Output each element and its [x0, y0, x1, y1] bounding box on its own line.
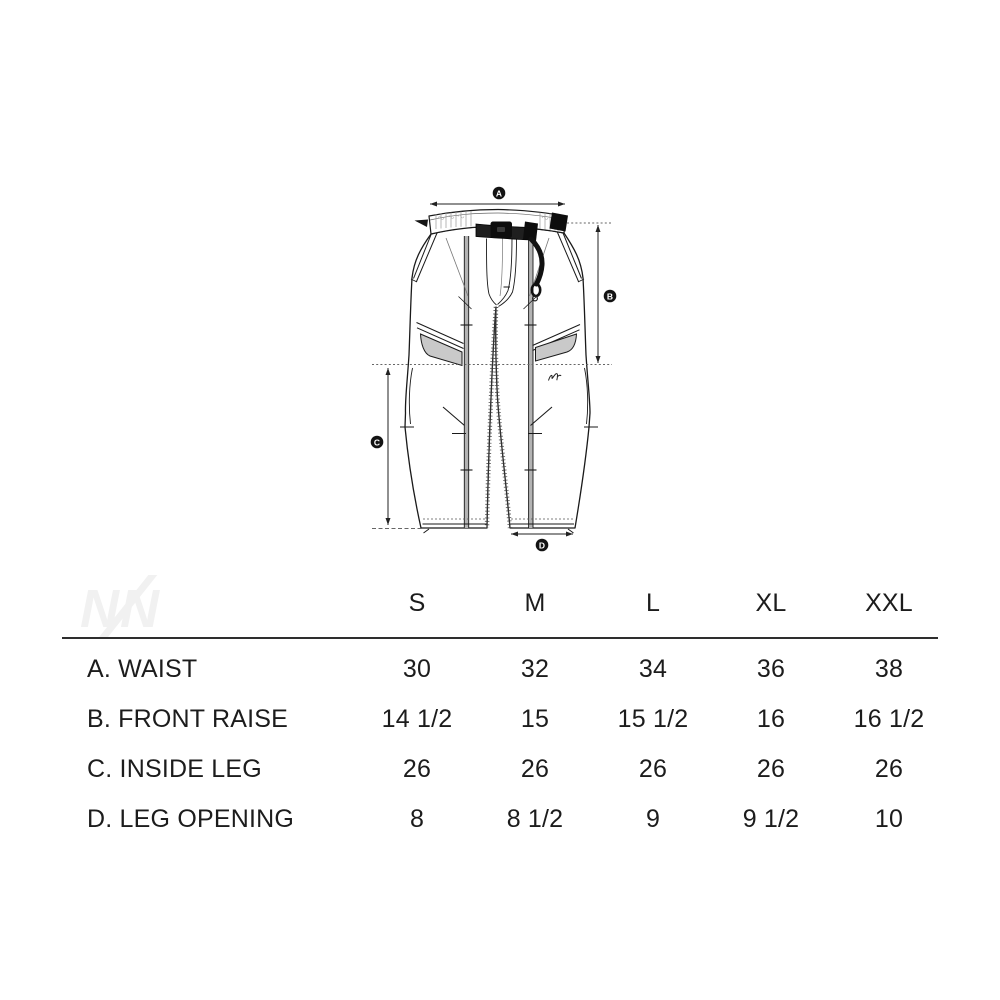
marker-c-letter: C	[373, 437, 381, 448]
size-column-header-m: M	[524, 588, 546, 617]
brand-logo-letter-2: N	[120, 579, 160, 637]
table-row-front-raise	[62, 694, 948, 744]
table-row-inside-leg	[62, 744, 948, 794]
size-column-header-s: S	[408, 588, 426, 617]
waist-value-s: 30	[402, 654, 432, 683]
row-label: B. FRONT RAISE	[87, 704, 288, 733]
waist-value-xl: 36	[756, 654, 786, 683]
inside-leg-value-xl: 26	[756, 754, 786, 783]
row-label: A. WAIST	[87, 654, 198, 683]
size-column-header-xl: XL	[755, 588, 787, 617]
row-label: D. LEG OPENING	[87, 804, 295, 833]
table-row-leg-opening	[62, 794, 948, 844]
size-header-row	[62, 575, 948, 631]
belt-end-wrap	[550, 213, 569, 232]
front-raise-value-xl: 16	[756, 704, 786, 733]
front-raise-value-xxl: 16 1/2	[853, 704, 925, 733]
waist-value-l: 34	[638, 654, 668, 683]
marker-b-letter: B	[606, 291, 614, 302]
dimension-c-inside-leg	[371, 368, 391, 525]
leg-opening-value-s: 8	[409, 804, 425, 833]
dimension-d-leg-opening	[511, 532, 573, 552]
front-raise-value-l: 15 1/2	[617, 704, 689, 733]
front-raise-value-s: 14 1/2	[381, 704, 453, 733]
dimension-a-waist	[430, 187, 565, 207]
waist-value-xxl: 38	[874, 654, 904, 683]
size-chart	[62, 575, 948, 844]
inside-leg-value-xxl: 26	[874, 754, 904, 783]
pants-silhouette	[405, 227, 590, 529]
table-row-waist	[62, 644, 948, 694]
belt-left-tip	[415, 220, 429, 228]
brand-logo-letter-1: N	[80, 579, 120, 637]
inside-leg-value-m: 26	[520, 754, 550, 783]
leg-opening-value-xxl: 10	[874, 804, 904, 833]
table-divider	[62, 637, 938, 639]
size-column-header-xxl: XXL	[865, 588, 913, 617]
dimension-b-front-raise	[596, 225, 617, 363]
marker-a-letter: A	[495, 188, 503, 199]
front-raise-value-m: 15	[520, 704, 550, 733]
inside-leg-value-l: 26	[638, 754, 668, 783]
size-column-header-l: L	[645, 588, 661, 617]
row-label: C. INSIDE LEG	[87, 754, 262, 783]
leg-opening-value-l: 9	[645, 804, 661, 833]
leg-opening-value-xl: 9 1/2	[742, 804, 800, 833]
inside-leg-value-s: 26	[402, 754, 432, 783]
waist-value-m: 32	[520, 654, 550, 683]
leg-opening-value-m: 8 1/2	[506, 804, 564, 833]
marker-d-letter: D	[538, 540, 546, 551]
